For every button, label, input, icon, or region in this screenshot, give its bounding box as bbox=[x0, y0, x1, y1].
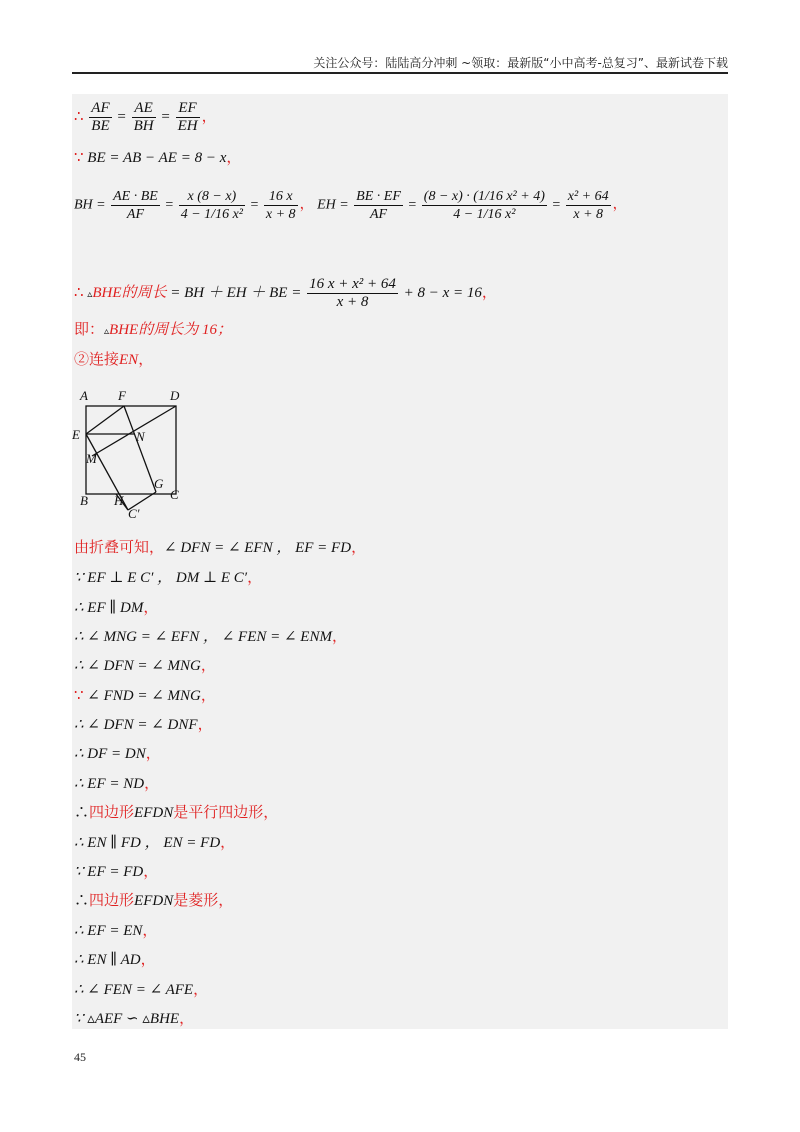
parallel-statement: ∴ EF ∥ DM bbox=[74, 600, 144, 616]
comma: ， bbox=[144, 776, 160, 792]
line-be bbox=[74, 148, 241, 168]
be-equation: BE = AB − AE = 8 − x bbox=[87, 150, 227, 166]
frac-den: BE bbox=[91, 118, 110, 134]
page-number: 45 bbox=[74, 1050, 86, 1064]
fold-equation: ∠ DFN = ∠ EFN ， EF = FD bbox=[164, 540, 352, 556]
comma: ， bbox=[179, 1011, 195, 1027]
page-header: 关注公众号：陆陆高分冲刺 ~领取：最新版“小中高考-总复习”、最新试卷下载 bbox=[313, 56, 728, 70]
conclusion-text: BHE的周长为 16； bbox=[109, 322, 232, 338]
label-c-prime: C′ bbox=[128, 506, 140, 520]
parallel-statement: ∴ EN ∥ FD ， EN = FD bbox=[74, 835, 221, 851]
therefore-symbol: ∴ bbox=[74, 284, 88, 301]
label-c: C bbox=[170, 487, 179, 502]
line-fold bbox=[74, 538, 366, 558]
comma: ， bbox=[481, 284, 497, 301]
equals: = bbox=[113, 108, 130, 125]
quadrilateral-name: EFDN bbox=[134, 893, 174, 909]
perimeter-result: + 8 − x = 16 bbox=[399, 284, 482, 301]
rhombus-label: 是菱形 bbox=[173, 893, 219, 909]
line-en-fd bbox=[74, 833, 235, 853]
comma: ， bbox=[263, 805, 279, 821]
frac-den: AF bbox=[126, 207, 145, 222]
line-angles-1 bbox=[74, 627, 347, 647]
line-angles-2 bbox=[74, 656, 216, 676]
fraction-eh-1 bbox=[354, 188, 403, 223]
line-ef-nd bbox=[74, 774, 159, 794]
angle-statement: ∴ ∠ MNG = ∠ EFN ， ∠ FEN = ∠ ENM bbox=[74, 629, 332, 645]
comma: ， bbox=[247, 570, 263, 586]
solution-panel bbox=[72, 94, 728, 1029]
segment-en: EN bbox=[119, 352, 139, 368]
comma: ， bbox=[200, 688, 216, 704]
label-n: N bbox=[136, 429, 145, 444]
comma: ， bbox=[351, 540, 367, 556]
comma: ， bbox=[201, 108, 217, 125]
equals: = bbox=[157, 108, 174, 125]
angle-statement: ∠ FND = ∠ MNG bbox=[87, 688, 201, 704]
parallel-statement: ∴ EN ∥ AD bbox=[74, 952, 141, 968]
perimeter-sum: = BH ＋ EH ＋ BE = bbox=[166, 284, 306, 301]
comma: ， bbox=[220, 835, 236, 851]
comma: ， bbox=[143, 864, 159, 880]
segment-equality: ∵ EF = FD bbox=[74, 864, 144, 880]
fraction-ae-bh bbox=[132, 100, 156, 135]
fraction-af-be bbox=[89, 100, 111, 135]
therefore-symbol: ∴ bbox=[74, 108, 88, 125]
frac-den: x + 8 bbox=[265, 207, 296, 222]
frac-den: BH bbox=[133, 118, 154, 134]
frac-num: (8 − x) · (1/16 x² + 4) bbox=[423, 189, 545, 204]
frac-num: BE · EF bbox=[356, 189, 401, 204]
label-g: G bbox=[154, 476, 164, 491]
comma: ， bbox=[200, 658, 216, 674]
fraction-bh-1 bbox=[111, 188, 160, 223]
segment-equality: ∴ EF = EN bbox=[74, 923, 143, 939]
frac-num: AF bbox=[91, 100, 110, 116]
perpendicular-statement: ∵ EF ⊥ E C′ ， DM ⊥ E C′ bbox=[74, 570, 248, 586]
equals: = bbox=[161, 197, 177, 213]
comma: ， bbox=[145, 746, 161, 762]
triangle-icon: ▵ bbox=[87, 288, 93, 300]
line-angles-3 bbox=[74, 686, 216, 706]
frac-den: x + 8 bbox=[336, 294, 369, 310]
label-e: E bbox=[72, 427, 80, 442]
because-symbol: ∵ bbox=[74, 688, 88, 704]
label-a: A bbox=[80, 388, 88, 403]
therefore-symbol: ∴ bbox=[74, 805, 90, 821]
comma: ， bbox=[218, 893, 234, 909]
quadrilateral-label: 四边形 bbox=[89, 805, 135, 821]
fraction-bh-3 bbox=[264, 188, 298, 223]
fold-label: 由折叠可知， bbox=[74, 540, 165, 556]
fraction-bh-2 bbox=[179, 188, 245, 223]
segment-md bbox=[92, 406, 176, 456]
label-h: H bbox=[114, 493, 124, 508]
frac-num: AE bbox=[132, 100, 156, 118]
segment-fg bbox=[124, 406, 156, 492]
therefore-symbol: ∴ bbox=[74, 893, 90, 909]
quadrilateral-label: 四边形 bbox=[89, 893, 135, 909]
frac-num: x (8 − x) bbox=[179, 188, 245, 206]
comma: ， bbox=[140, 952, 156, 968]
fraction-ef-eh bbox=[176, 100, 200, 135]
angle-statement: ∴ ∠ FEN = ∠ AFE bbox=[74, 982, 194, 998]
quadrilateral-name: EFDN bbox=[134, 805, 174, 821]
comma: ， bbox=[331, 629, 347, 645]
because-symbol: ∵ bbox=[74, 150, 88, 166]
line-similar bbox=[74, 1009, 194, 1029]
frac-den: EH bbox=[177, 118, 198, 134]
line-fen-afe bbox=[74, 980, 208, 1000]
angle-statement: ∴ ∠ DFN = ∠ MNG bbox=[74, 658, 201, 674]
line-df-dn bbox=[74, 744, 161, 764]
frac-den: 4 − 1/16 x² bbox=[180, 207, 243, 222]
line-parallelogram bbox=[74, 803, 278, 823]
comma: ， bbox=[612, 197, 627, 213]
frac-den: AF bbox=[369, 207, 388, 222]
label-m: M bbox=[86, 451, 97, 466]
segment-ef bbox=[86, 406, 124, 434]
parallelogram-label: 是平行四边形 bbox=[173, 805, 264, 821]
namely-label: 即： bbox=[74, 322, 105, 338]
comma: ， bbox=[299, 197, 314, 213]
comma: ， bbox=[193, 982, 209, 998]
frac-den: 4 − 1/16 x² bbox=[453, 207, 516, 222]
line-conclusion-1 bbox=[74, 320, 232, 342]
equals: = bbox=[548, 197, 564, 213]
equals: = bbox=[404, 197, 420, 213]
comma: ， bbox=[138, 352, 154, 368]
segment-equality: ∴ EF = ND bbox=[74, 776, 145, 792]
fraction-eh-2 bbox=[422, 188, 547, 223]
label-f: F bbox=[118, 388, 126, 403]
frac-num: 16 x + x² + 64 bbox=[309, 276, 396, 292]
frac-num: 16 x bbox=[264, 188, 298, 206]
similarity-statement: ∵ ▵AEF ∽ ▵BHE bbox=[74, 1011, 180, 1027]
perimeter-label: BHE的周长 bbox=[92, 284, 167, 301]
line-ratio bbox=[74, 100, 217, 135]
comma: ， bbox=[143, 600, 159, 616]
comma: ， bbox=[197, 717, 213, 733]
line-ef-en bbox=[74, 921, 157, 941]
line-perimeter bbox=[74, 276, 497, 311]
equals: = bbox=[246, 197, 262, 213]
fraction-eh-3 bbox=[566, 188, 611, 223]
segment-equality: ∴ DF = DN bbox=[74, 746, 146, 762]
frac-den: x + 8 bbox=[573, 207, 604, 222]
label-d: D bbox=[170, 388, 180, 403]
line-ef-fd bbox=[74, 862, 158, 882]
frac-num: EF bbox=[176, 100, 200, 118]
geometry-diagram bbox=[72, 384, 192, 520]
triangle-icon: ▵ bbox=[104, 326, 110, 337]
frac-num: AE · BE bbox=[113, 189, 158, 204]
angle-statement: ∴ ∠ DFN = ∠ DNF bbox=[74, 717, 198, 733]
line-en-ad bbox=[74, 950, 156, 970]
line-angles-4 bbox=[74, 715, 213, 735]
label-b: B bbox=[80, 493, 88, 508]
line-rhombus bbox=[74, 891, 233, 911]
connect-label: ②连接 bbox=[74, 352, 120, 368]
line-connect bbox=[74, 350, 153, 370]
line-parallel-1 bbox=[74, 598, 158, 618]
header-rule bbox=[72, 72, 728, 74]
comma: ， bbox=[226, 150, 242, 166]
line-perpendicular bbox=[74, 568, 262, 588]
bh-label: BH = bbox=[74, 197, 110, 213]
frac-num: x² + 64 bbox=[567, 189, 609, 204]
fraction-perimeter bbox=[307, 276, 398, 311]
line-bh-eh bbox=[74, 188, 627, 223]
comma: ， bbox=[142, 923, 158, 939]
eh-label: EH = bbox=[317, 197, 353, 213]
